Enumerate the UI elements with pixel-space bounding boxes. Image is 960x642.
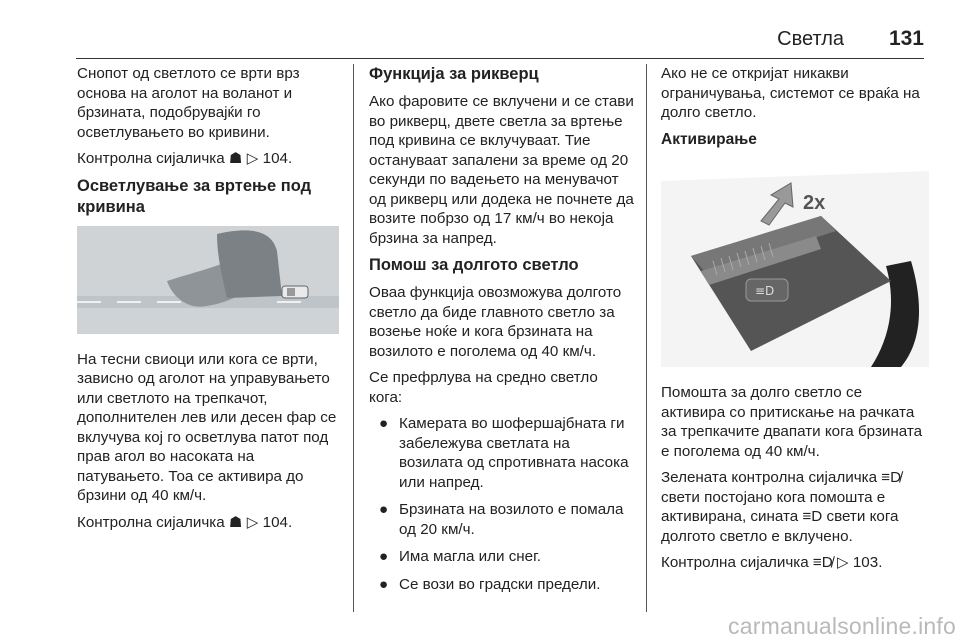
paragraph: Снопот од светлото се врти врз основа на аголот на воланот и брзината, подобрувајќи го осветлувањето во кривини.	[77, 65, 300, 141]
paragraph: Зелената контролна сијаличка ≡D̸ свети постојано кога помошта е активирана, сината ≡D свети кога долгото светло е вклучено.	[661, 469, 902, 545]
cornering-light-illustration	[77, 226, 339, 334]
paragraph: Помошта за долго светло се активира со притискање на рачката за трепкачите двапати кога брзината е поголема од 40 км/ч.	[661, 384, 923, 460]
page-header	[76, 24, 924, 59]
stalk-illustration	[661, 161, 929, 367]
list-item: ● Има магла или снег.	[379, 548, 542, 565]
paragraph: Оваа функција овозможува долгото светло да биде главното светло за возење ноќе и кога брзината на возилото е поголема од 40 км/ч.	[369, 284, 622, 360]
paragraph: Контролна сијаличка ☗ ▷ 104.	[77, 150, 293, 167]
page-number: 131	[888, 27, 924, 50]
column-1	[77, 64, 339, 539]
svg-text:≡D: ≡D	[755, 284, 775, 298]
list-item: ● Камерата во шофершајбната ги забележува светлата на возилата од спротивната насока или напред.	[379, 415, 629, 491]
heading-reverse-function: Функција за рикверц	[369, 65, 539, 83]
paragraph: Се префрлува на средно светло кога:	[369, 369, 598, 406]
paragraph: Ако не се откријат никакви ограничувања, системот се враќа на долго светло.	[661, 65, 920, 121]
list-item: ● Брзината на возилото е помала од 20 км/ч.	[379, 501, 624, 538]
column-divider-2	[646, 64, 647, 612]
column-2	[369, 64, 634, 602]
condition-list	[369, 414, 634, 594]
paragraph: Контролна сијаличка ≡D̸ ▷ 103.	[661, 554, 883, 571]
paragraph: На тесни свиоци или кога се врти, зависно од аголот на управувањето или светлото на трепкачот, дополнителен лев или десен фар се вклучува кој го осветлува патот под прав агол во насоката на патувањето. Тоа се активира до брзини од 40 км/ч.	[77, 350, 337, 504]
section-title: Светла	[777, 28, 844, 50]
heading-high-beam-assist: Помош за долгото светло	[369, 256, 579, 274]
heading-cornering-light: Осветлување за вртење под кривина	[77, 176, 312, 216]
column-3	[661, 64, 929, 580]
paragraph: Контролна сијаличка ☗ ▷ 104.	[77, 513, 293, 531]
heading-activation: Активирање	[661, 130, 757, 148]
press-count-label: 2x	[803, 192, 826, 214]
watermark: carmanualsonline.info	[728, 613, 956, 639]
column-divider-1	[353, 64, 354, 612]
list-item: ● Се вози во градски предели.	[379, 575, 601, 593]
paragraph: Ако фаровите се вклучени и се стави во рикверц, двете светла за вртење под кривина се вклучуваат. Тие остануваат запалени за време од 20 секунди по вадењето на менувачот од рикверц или додека не почнете да возите побрзо од 17 км/ч во некоја брзина за напред.	[369, 93, 634, 247]
